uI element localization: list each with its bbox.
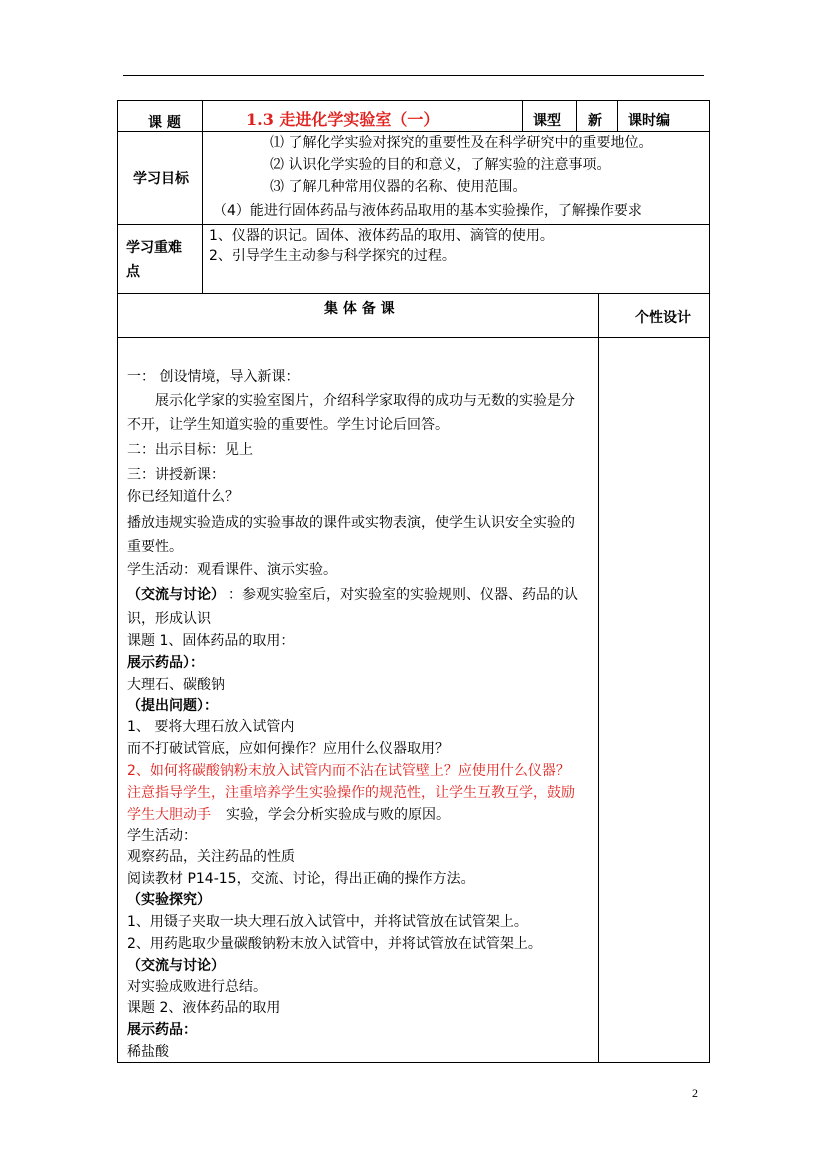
lesson-title: 1.3 走进化学实验室（一） [246, 110, 440, 129]
header-rule [123, 75, 704, 76]
body-line: 而不打破试管底，应如何操作？应用什么仪器取用？ [127, 741, 449, 757]
body-line: 播放违规实验造成的实验事故的课件或实物表演，使学生认识安全实验的 [127, 515, 575, 531]
key-point-item: 2、引导学生主动参与科学探究的过程。 [209, 248, 456, 264]
key-points-label: 学习重难 [126, 240, 182, 256]
key-point-item: 1、仪器的识记。固体、液体药品的取用、滴管的使用。 [209, 228, 554, 244]
body-line: 对实验成败进行总结。 [127, 979, 267, 995]
body-line: 三：讲授新课： [127, 467, 225, 483]
personal-header: 个性设计 [635, 310, 691, 326]
page-number: 2 [692, 1086, 698, 1100]
body-heading: （交流与讨论） [127, 958, 225, 974]
body-heading: （实验探究） [127, 892, 211, 908]
type-label: 课型 [533, 113, 561, 129]
body-heading: （提出问题）： [127, 698, 218, 714]
body-line: 课题 1、固体药品的取用： [127, 633, 295, 649]
body-line: 不开，让学生知道实验的重要性。学生讨论后回答。 [127, 417, 449, 433]
goals-label: 学习目标 [133, 171, 189, 187]
body-heading: 展示药品）： [127, 655, 204, 671]
body-line: 实验，学会分析实验成与败的原因。 [226, 807, 450, 823]
body-line: 二：出示目标：见上 [127, 442, 253, 458]
body-line: 重要性。 [127, 539, 183, 555]
body-line: 一： 创设情境，导入新课： [127, 369, 300, 385]
body-line: 课题 2、液体药品的取用 [127, 1000, 281, 1016]
goal-item: ⑴ 了解化学实验对探究的重要性及在科学研究中的重要地位。 [270, 135, 653, 151]
discussion-heading: （交流与讨论） [127, 587, 225, 603]
body-line: 稀盐酸 [127, 1044, 169, 1060]
body-line: 学生活动： [127, 828, 197, 844]
body-line: 识，形成认识 [127, 611, 211, 627]
body-line: 1、用镊子夹取一块大理石放入试管中，并将试管放在试管架上。 [127, 914, 528, 930]
body-line: 观察药品，关注药品的性质 [127, 849, 295, 865]
body-line: 2、用药匙取少量碳酸钠粉末放入试管中，并将试管放在试管架上。 [127, 936, 542, 952]
body-line-red: 注意指导学生，注重培养学生实验操作的规范性，让学生互教互学，鼓励 [127, 785, 575, 801]
goal-item: ⑵ 认识化学实验的目的和意义，了解实验的注意事项。 [270, 157, 611, 173]
type-value: 新 [588, 113, 602, 129]
body-line: 1、 要将大理石放入试管内 [127, 719, 295, 735]
goal-item: ⑶ 了解几种常用仪器的名称、使用范围。 [270, 179, 527, 195]
period-label: 课时编 [628, 113, 670, 129]
body-line: ：参观实验室后，对实验室的实验规则、仪器、药品的认 [228, 587, 578, 603]
key-points-label-cont: 点 [126, 264, 140, 280]
body-line: 展示化学家的实验室图片，介绍科学家取得的成功与无数的实验是分 [155, 393, 575, 409]
body-heading: 展示药品： [127, 1022, 197, 1038]
body-line: 你已经知道什么？ [127, 489, 239, 505]
body-line-red: 2、如何将碳酸钠粉末放入试管内而不沾在试管壁上？应使用什么仪器？ [127, 763, 570, 779]
collective-header: 集 体 备 课 [324, 301, 395, 317]
lesson-label: 课 题 [148, 115, 181, 131]
body-line: 学生活动：观看课件、演示实验。 [127, 562, 337, 578]
body-line: 大理石、碳酸钠 [127, 677, 225, 693]
goal-item: （4）能进行固体药品与液体药品取用的基本实验操作，了解操作要求 [213, 203, 642, 219]
body-line-red: 学生大胆动手 [127, 807, 211, 823]
body-line: 阅读教材 P14-15，交流、讨论，得出正确的操作方法。 [127, 871, 475, 887]
